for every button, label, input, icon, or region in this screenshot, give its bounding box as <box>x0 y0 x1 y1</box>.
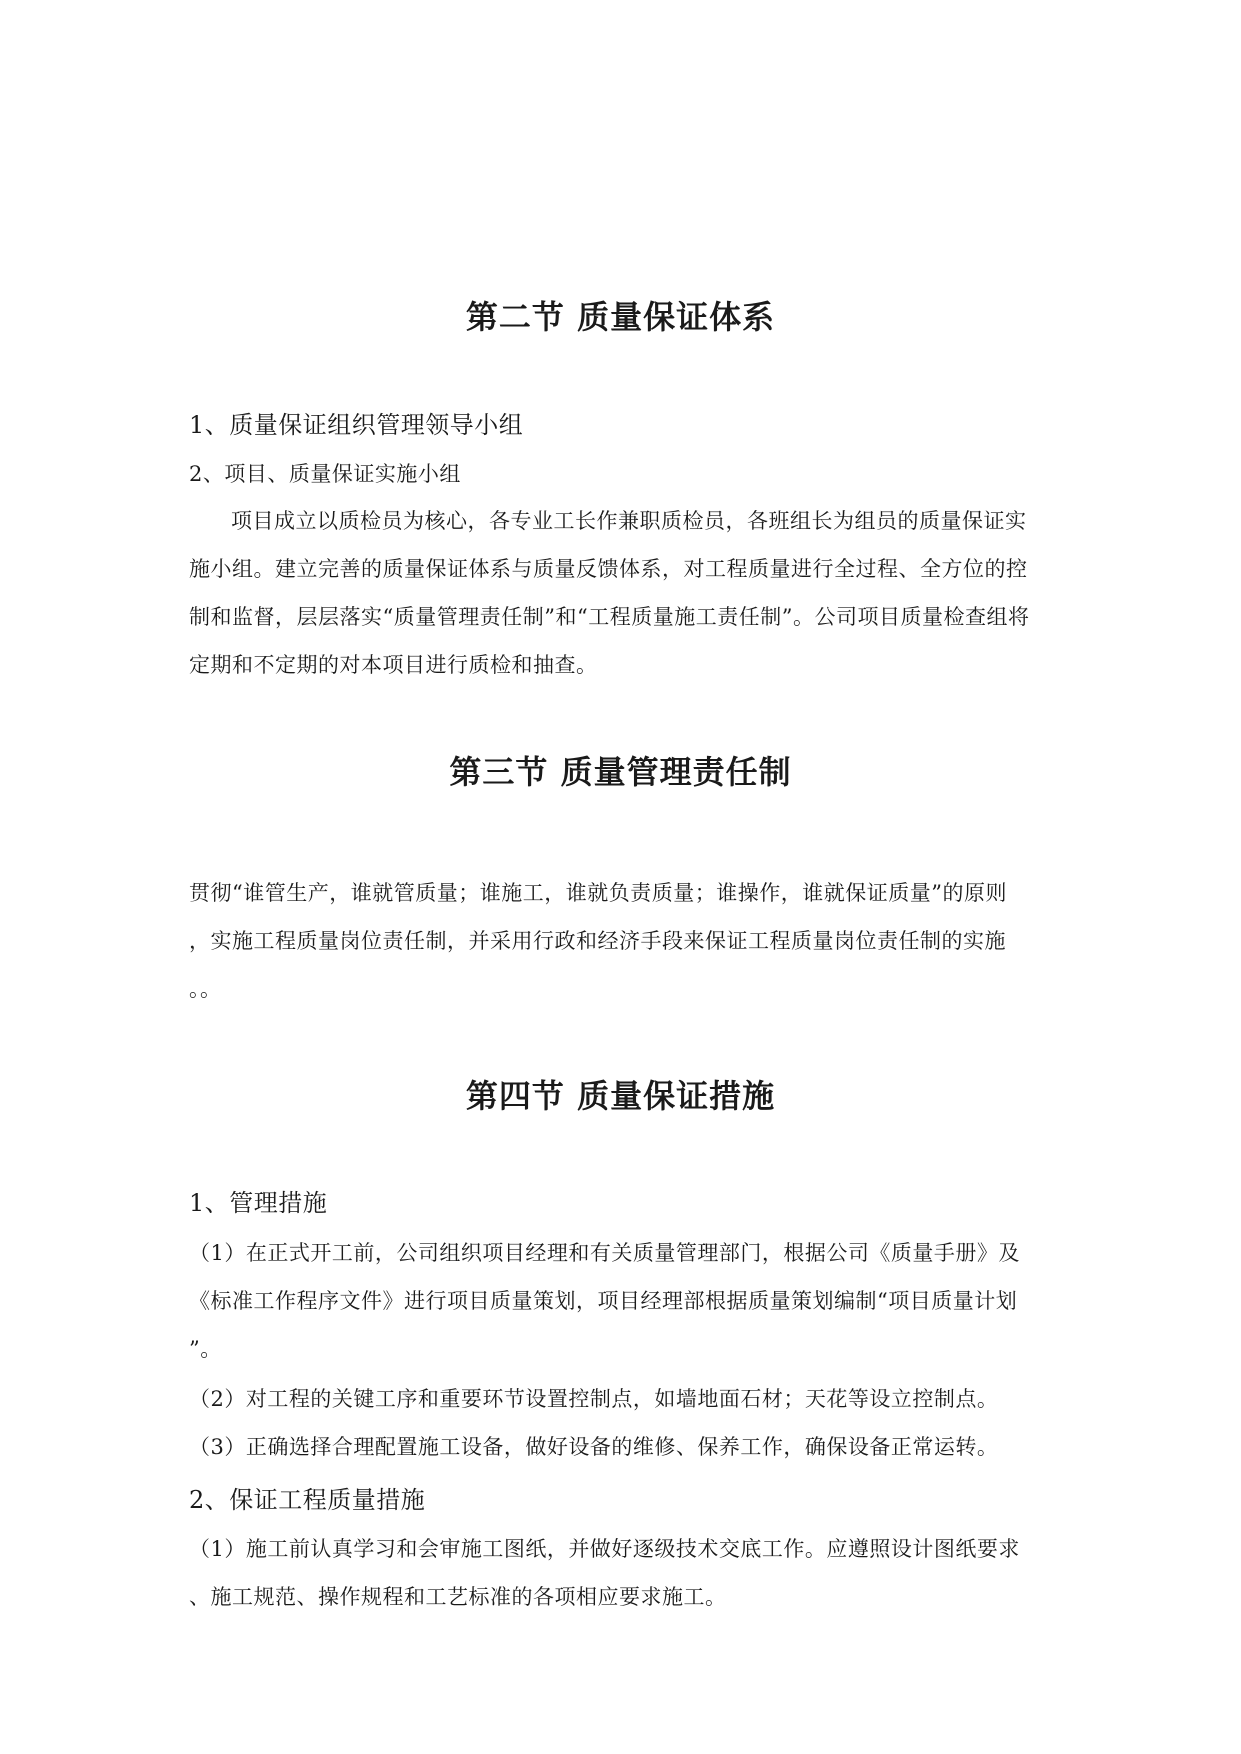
quality-measure-1-line: （1）施工前认真学习和会审施工图纸，并做好逐级技术交底工作。应遵照设计图纸要求 <box>189 1537 1020 1561</box>
section-3-para-line: 。。 <box>189 977 222 1001</box>
section-2-item-1: 1、质量保证组织管理领导小组 <box>189 411 524 439</box>
measure-3: （3）正确选择合理配置施工设备，做好设备的维修、保养工作，确保设备正常运转。 <box>189 1435 999 1459</box>
measure-1-line: （1）在正式开工前，公司组织项目经理和有关质量管理部门，根据公司《质量手册》及 <box>189 1241 1020 1265</box>
section-2-para-line: 定期和不定期的对本项目进行质检和抽查。 <box>189 653 598 677</box>
measure-2: （2）对工程的关键工序和重要环节设置控制点，如墙地面石材；天花等设立控制点。 <box>189 1387 999 1411</box>
measure-1-line: 《标准工作程序文件》进行项目质量策划，项目经理部根据质量策划编制“项目质量计划 <box>189 1289 1018 1313</box>
measure-1-line: ”。 <box>189 1337 222 1361</box>
section-2-para-line: 施小组。建立完善的质量保证体系与质量反馈体系，对工程质量进行全过程、全方位的控 <box>189 557 1028 581</box>
section-3-title: 第三节 质量管理责任制 <box>449 753 792 791</box>
quality-measure-1-line: 、施工规范、操作规程和工艺标准的各项相应要求施工。 <box>189 1585 727 1609</box>
section-2-para-line: 项目成立以质检员为核心，各专业工长作兼职质检员，各班组长为组员的质量保证实 <box>231 509 1027 533</box>
section-3-para-line: 贯彻“谁管生产，谁就管质量；谁施工，谁就负责质量；谁操作，谁就保证质量”的原则 <box>189 881 1007 905</box>
section-4-item-2: 2、保证工程质量措施 <box>189 1486 426 1514</box>
section-3-para-line: ，实施工程质量岗位责任制，并采用行政和经济手段来保证工程质量岗位责任制的实施 <box>189 929 1006 953</box>
section-4-item-1: 1、管理措施 <box>189 1189 328 1217</box>
section-2-title: 第二节 质量保证体系 <box>465 298 776 336</box>
section-2-item-2: 2、项目、质量保证实施小组 <box>189 462 461 486</box>
section-4-title: 第四节 质量保证措施 <box>465 1077 776 1115</box>
section-2-para-line: 制和监督，层层落实“质量管理责任制”和“工程质量施工责任制”。公司项目质量检查组将 <box>189 605 1030 629</box>
